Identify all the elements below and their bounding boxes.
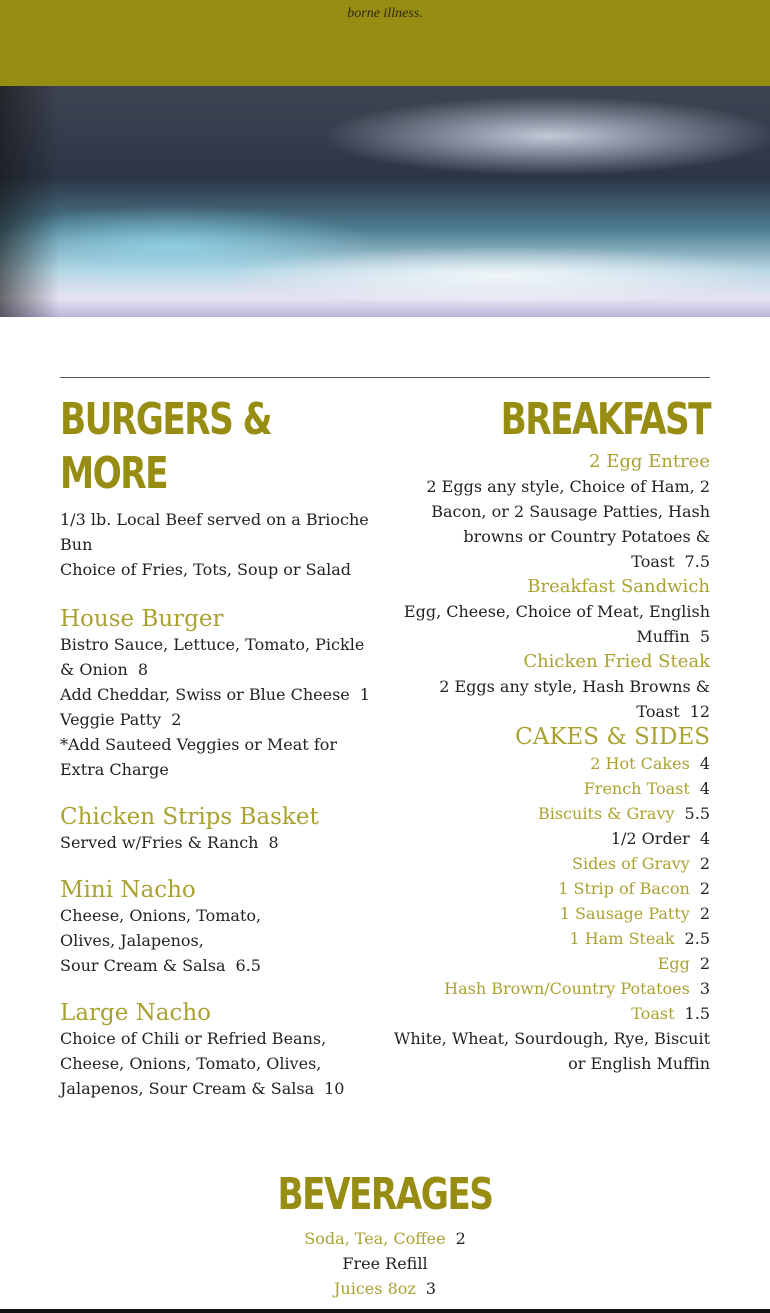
breakfast-section [380,393,710,1076]
top-notice-text: borne illness. [347,6,423,21]
large-nacho-desc: Choice of Chili or Refried Beans, Cheese, Onions, Tomato, Olives, Jalapenos, Sour Cream & Salsa 10 [60,1029,345,1098]
side-item [380,776,710,801]
mini-nacho-desc: Cheese, Onions, Tomato, Olives, Jalapenos, [60,906,262,950]
side-item-name: Hash Brown/Country Potatoes [444,979,690,998]
sides-list [380,751,710,1026]
breakfast-heading: BREAKFAST [500,394,710,445]
side-item [380,926,710,951]
add-cheese-option: Add Cheddar, Swiss or Blue Cheese 1 [60,685,370,704]
free-refill-note: Free Refill [342,1254,428,1273]
beverages-section [0,1168,770,1301]
side-item-price: 2 [699,954,710,973]
sauteed-veggies-note: *Add Sauteed Veggies or Meat for Extra Charge [60,735,338,779]
side-item [380,976,710,1001]
side-item-price: 4 [699,779,710,798]
chicken-strips-title: Chicken Strips Basket [60,804,319,830]
side-item-name: Sides of Gravy [572,854,690,873]
side-item-price: 2 [699,879,710,898]
mini-nacho-price-line: Sour Cream & Salsa 6.5 [60,956,261,975]
burgers-heading: BURGERS & MORE [60,394,272,499]
side-item-name: Egg [657,954,690,973]
burgers-intro-1: 1/3 lb. Local Beef served on a Brioche Bun [60,510,369,554]
side-item [380,901,710,926]
side-item-price: 2 [699,904,710,923]
chicken-fried-steak-title: Chicken Fried Steak [523,651,710,672]
side-item-name: 2 Hot Cakes [590,754,690,773]
two-egg-entree-desc: 2 Eggs any style, Choice of Ham, 2 Bacon, or 2 Sausage Patties, Hash browns or Country Potatoes & Toast 7.5 [426,477,710,571]
side-item-name: 1 Sausage Patty [559,904,690,923]
cakes-sides-title: CAKES & SIDES [515,724,710,750]
toast-options: White, Wheat, Sourdough, Rye, Biscuit or English Muffin [393,1029,710,1073]
side-item [380,876,710,901]
bottom-border [0,1309,770,1313]
burgers-section [60,393,370,1101]
side-item-price: 1.5 [684,1004,710,1023]
side-item-name: Biscuits & Gravy [537,804,675,823]
side-item-price: 3 [699,979,710,998]
breakfast-sandwich-desc: Egg, Cheese, Choice of Meat, English Muffin 5 [403,602,710,646]
veggie-patty-option: Veggie Patty 2 [60,710,182,729]
side-item [380,851,710,876]
large-nacho-title: Large Nacho [60,1000,212,1026]
side-item [380,951,710,976]
two-egg-entree-title: 2 Egg Entree [589,451,710,472]
beverages-heading: BEVERAGES [277,1169,493,1220]
side-item-name: 1 Strip of Bacon [558,879,690,898]
side-item-name: French Toast [583,779,690,798]
top-color-band [0,0,770,86]
side-item-price: 4 [699,829,710,848]
side-item-price: 5.5 [684,804,710,823]
banner-photo [0,86,770,317]
side-item-price: 2.5 [684,929,710,948]
side-item-name: Toast [631,1004,675,1023]
side-item-price: 2 [699,854,710,873]
burgers-intro-2: Choice of Fries, Tots, Soup or Salad [60,560,352,579]
mini-nacho-title: Mini Nacho [60,877,196,903]
side-item-name: 1 Ham Steak [569,929,675,948]
side-item [380,826,710,851]
juices-item: Juices 8oz 3 [334,1279,436,1298]
side-item-price: 4 [699,754,710,773]
side-item [380,1001,710,1026]
soda-tea-coffee-item: Soda, Tea, Coffee 2 [304,1229,466,1248]
breakfast-sandwich-title: Breakfast Sandwich [527,576,710,597]
section-divider [60,377,710,378]
chicken-strips-desc: Served w/Fries & Ranch 8 [60,833,279,852]
chicken-fried-steak-desc: 2 Eggs any style, Hash Browns & Toast 12 [439,677,710,721]
side-item [380,801,710,826]
side-item [380,751,710,776]
house-burger-desc: Bistro Sauce, Lettuce, Tomato, Pickle & Onion 8 [60,635,365,679]
house-burger-title: House Burger [60,606,224,632]
side-item-name: 1/2 Order [610,829,690,848]
